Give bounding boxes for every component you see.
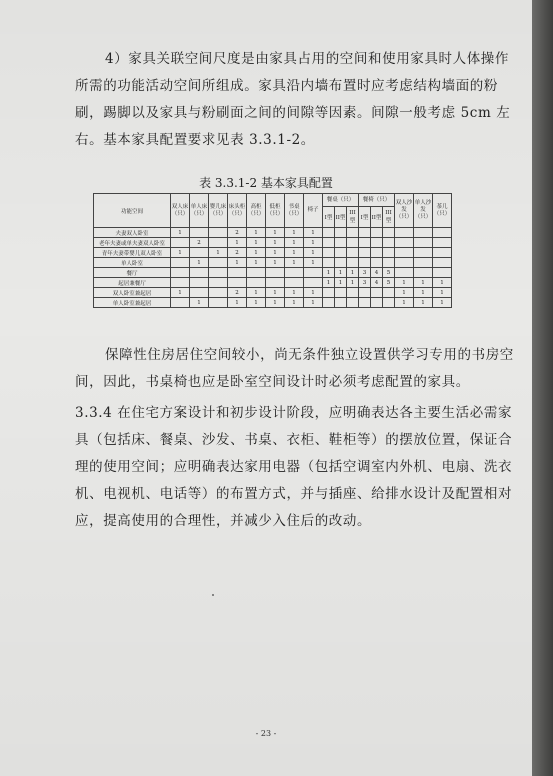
table-cell: 5	[383, 268, 395, 278]
table-cell: 1	[228, 298, 247, 308]
paragraph-3-3-4: 3.3.4 在住宅方案设计和初步设计阶段，应明确表达各主要生活必需家具（包括床、餐桌、沙发、书桌、衣柜、鞋柜等）的摆放位置，保证合理的使用空间；应明确表达家用电器（包括空调室内外机、电扇、洗衣机、电视机、电话等）的布置方式，并与插座、给排水设计及配置相对应，提高使用的合理性，并减少入住后的改动。	[75, 405, 513, 529]
table-cell: 4	[371, 268, 383, 278]
scan-edge	[532, 0, 553, 776]
table-cell	[304, 268, 323, 278]
table-cell	[347, 288, 359, 298]
table-cell	[335, 258, 347, 268]
table-cell: 1	[304, 248, 323, 258]
table-cell: 4	[371, 278, 383, 288]
table-cell	[335, 298, 347, 308]
table-cell	[414, 248, 433, 258]
table-cell	[323, 258, 335, 268]
paragraph-furniture-space: 4）家具关联空间尺度是由家具占用的空间和使用家具时人体操作所需的功能活动空间所组成。家具沿内墙布置时应考虑结构墙面的粉刷，踢脚以及家具与粉刷面之间的间隙等因素。间隙一般考虑 5cm 左右。基本家具配置要求见表 3.3.1-2。	[75, 51, 511, 148]
table-row	[94, 258, 452, 268]
header-type: I型	[359, 207, 371, 228]
table-cell: 3	[359, 268, 371, 278]
header-wardrobe: 高柜（只）	[247, 194, 266, 228]
table-cell: 1	[228, 258, 247, 268]
table-cell: 1	[395, 278, 414, 288]
furniture-table	[93, 193, 452, 308]
table-cell	[347, 248, 359, 258]
table-cell	[414, 268, 433, 278]
table-cell: 2	[228, 248, 247, 258]
header-dining-chair: 餐椅（只）	[359, 194, 395, 207]
table-cell	[209, 268, 228, 278]
row-label: 夫妻双人卧室	[94, 228, 171, 238]
table-cell	[323, 248, 335, 258]
table-cell	[190, 268, 209, 278]
table-cell	[323, 238, 335, 248]
table-caption: 表 3.3.1-2 基本家具配置	[199, 176, 333, 190]
header-type: III型	[383, 207, 395, 228]
table-cell	[433, 268, 452, 278]
table-cell: 1	[171, 228, 190, 238]
table-cell: 1	[335, 278, 347, 288]
table-cell: 1	[209, 248, 228, 258]
table-cell	[371, 248, 383, 258]
table-cell	[347, 228, 359, 238]
table-cell	[285, 268, 304, 278]
table-cell	[209, 228, 228, 238]
table-cell: 1	[395, 288, 414, 298]
table-cell: 1	[347, 278, 359, 288]
table-cell	[359, 228, 371, 238]
table-cell	[433, 258, 452, 268]
table-cell	[335, 228, 347, 238]
table-cell	[383, 298, 395, 308]
header-double-bed: 双人床（只）	[171, 194, 190, 228]
table-cell	[171, 268, 190, 278]
table-cell	[395, 258, 414, 268]
table-cell: 1	[414, 288, 433, 298]
table-cell: 1	[247, 228, 266, 238]
table-cell	[371, 258, 383, 268]
paragraph-study-space: 保障性住房居住空间较小，尚无条件独立设置供学习专用的书房空间，因此，书桌椅也应是卧室空间设计时必须考虑配置的家具。	[75, 347, 514, 390]
table-cell: 1	[433, 298, 452, 308]
table-cell	[359, 258, 371, 268]
table-cell	[383, 288, 395, 298]
row-label: 餐厅	[94, 268, 171, 278]
table-cell: 1	[247, 238, 266, 248]
header-desk: 书桌（只）	[285, 194, 304, 228]
table-row	[94, 288, 452, 298]
table-cell	[190, 288, 209, 298]
table-cell: 3	[359, 278, 371, 288]
table-cell	[371, 298, 383, 308]
table-cell	[323, 228, 335, 238]
table-cell	[304, 278, 323, 288]
table-cell: 1	[190, 258, 209, 268]
table-cell	[190, 228, 209, 238]
table-cell	[371, 288, 383, 298]
table-cell	[335, 288, 347, 298]
speck	[212, 594, 214, 596]
table-cell	[395, 228, 414, 238]
table-cell	[209, 298, 228, 308]
table-cell: 1	[304, 238, 323, 248]
table-cell	[371, 238, 383, 248]
table-cell	[383, 238, 395, 248]
table-cell: 1	[190, 298, 209, 308]
header-tea-table: 茶几（只）	[433, 194, 452, 228]
table-cell	[266, 278, 285, 288]
table-cell	[190, 278, 209, 288]
table-cell: 1	[247, 248, 266, 258]
table-cell	[323, 298, 335, 308]
table-cell: 1	[171, 288, 190, 298]
table-cell	[266, 268, 285, 278]
table-cell	[347, 258, 359, 268]
table-cell	[209, 238, 228, 248]
table-cell	[347, 238, 359, 248]
table-row	[94, 238, 452, 248]
header-space: 功能空间	[94, 194, 171, 228]
table-cell	[171, 258, 190, 268]
table-cell: 1	[323, 278, 335, 288]
table-cell: 1	[266, 258, 285, 268]
table-cell	[414, 228, 433, 238]
table-cell: 1	[266, 228, 285, 238]
table-cell	[335, 248, 347, 258]
table-cell: 1	[414, 298, 433, 308]
table-cell	[359, 288, 371, 298]
header-low-cabinet: 低柜（只）	[266, 194, 285, 228]
table-cell	[335, 238, 347, 248]
row-label: 老年夫妻或单夫妻双人卧室	[94, 238, 171, 248]
page-number: - 23 -	[255, 729, 277, 738]
table-cell: 2	[190, 238, 209, 248]
table-cell	[383, 228, 395, 238]
table-cell	[228, 268, 247, 278]
table-cell: 1	[266, 298, 285, 308]
table-cell: 1	[304, 258, 323, 268]
table-cell	[247, 268, 266, 278]
table-cell: 1	[304, 298, 323, 308]
row-label: 青年夫妻带婴儿双人卧室	[94, 248, 171, 258]
table-cell: 1	[247, 258, 266, 268]
table-row	[94, 298, 452, 308]
table-cell: 1	[247, 298, 266, 308]
header-dining-table: 餐桌（只）	[323, 194, 359, 207]
table-cell: 1	[285, 228, 304, 238]
header-single-bed: 单人床（只）	[190, 194, 209, 228]
table-cell	[383, 248, 395, 258]
table-cell: 1	[285, 248, 304, 258]
table-cell: 1	[414, 278, 433, 288]
header-type: III型	[347, 207, 359, 228]
table-cell	[414, 258, 433, 268]
table-cell	[171, 298, 190, 308]
table-cell	[171, 278, 190, 288]
row-label: 单人卧室兼起居	[94, 298, 171, 308]
table-cell: 1	[433, 288, 452, 298]
header-crib: 婴儿床（只）	[209, 194, 228, 228]
table-cell: 1	[285, 258, 304, 268]
table-cell	[285, 278, 304, 288]
table-cell	[395, 268, 414, 278]
table-cell	[414, 238, 433, 248]
table-cell	[395, 248, 414, 258]
header-double-sofa: 双人沙发（只）	[395, 194, 414, 228]
table-cell: 1	[228, 238, 247, 248]
table-cell: 1	[304, 228, 323, 238]
table-row	[94, 278, 452, 288]
header-type: II型	[371, 207, 383, 228]
row-label: 双人卧室兼起居	[94, 288, 171, 298]
header-chair: 椅子	[304, 194, 323, 228]
header-nightstand: 床头柜（只）	[228, 194, 247, 228]
header-single-sofa: 单人沙发（只）	[414, 194, 433, 228]
table-cell	[323, 288, 335, 298]
table-cell	[359, 238, 371, 248]
table-cell: 5	[383, 278, 395, 288]
table-row	[94, 248, 452, 258]
table-cell: 1	[323, 268, 335, 278]
table-cell: 1	[285, 288, 304, 298]
table-cell	[209, 288, 228, 298]
table-cell: 1	[285, 298, 304, 308]
table-cell: 1	[247, 288, 266, 298]
table-cell	[359, 248, 371, 258]
table-cell	[433, 248, 452, 258]
table-cell	[209, 278, 228, 288]
table-cell	[228, 278, 247, 288]
table-cell: 1	[285, 238, 304, 248]
header-type: II型	[335, 207, 347, 228]
table-cell: 1	[266, 238, 285, 248]
table-cell	[171, 238, 190, 248]
table-cell: 1	[395, 298, 414, 308]
table-cell	[383, 258, 395, 268]
table-cell: 1	[304, 288, 323, 298]
table-cell: 1	[433, 278, 452, 288]
table-cell	[433, 228, 452, 238]
header-type: I型	[323, 207, 335, 228]
table-cell	[209, 258, 228, 268]
table-cell	[247, 278, 266, 288]
table-cell	[359, 298, 371, 308]
table-cell: 2	[228, 228, 247, 238]
table-cell	[190, 248, 209, 258]
table-cell: 1	[335, 268, 347, 278]
table-row	[94, 228, 452, 238]
table-cell: 1	[347, 268, 359, 278]
table-cell: 1	[266, 248, 285, 258]
table-cell	[347, 298, 359, 308]
table-cell	[395, 238, 414, 248]
table-cell: 1	[171, 248, 190, 258]
table-row	[94, 268, 452, 278]
row-label: 起居兼餐厅	[94, 278, 171, 288]
row-label: 单人卧室	[94, 258, 171, 268]
table-cell	[433, 238, 452, 248]
table-cell: 1	[266, 288, 285, 298]
table-cell: 2	[228, 288, 247, 298]
table-cell	[371, 228, 383, 238]
